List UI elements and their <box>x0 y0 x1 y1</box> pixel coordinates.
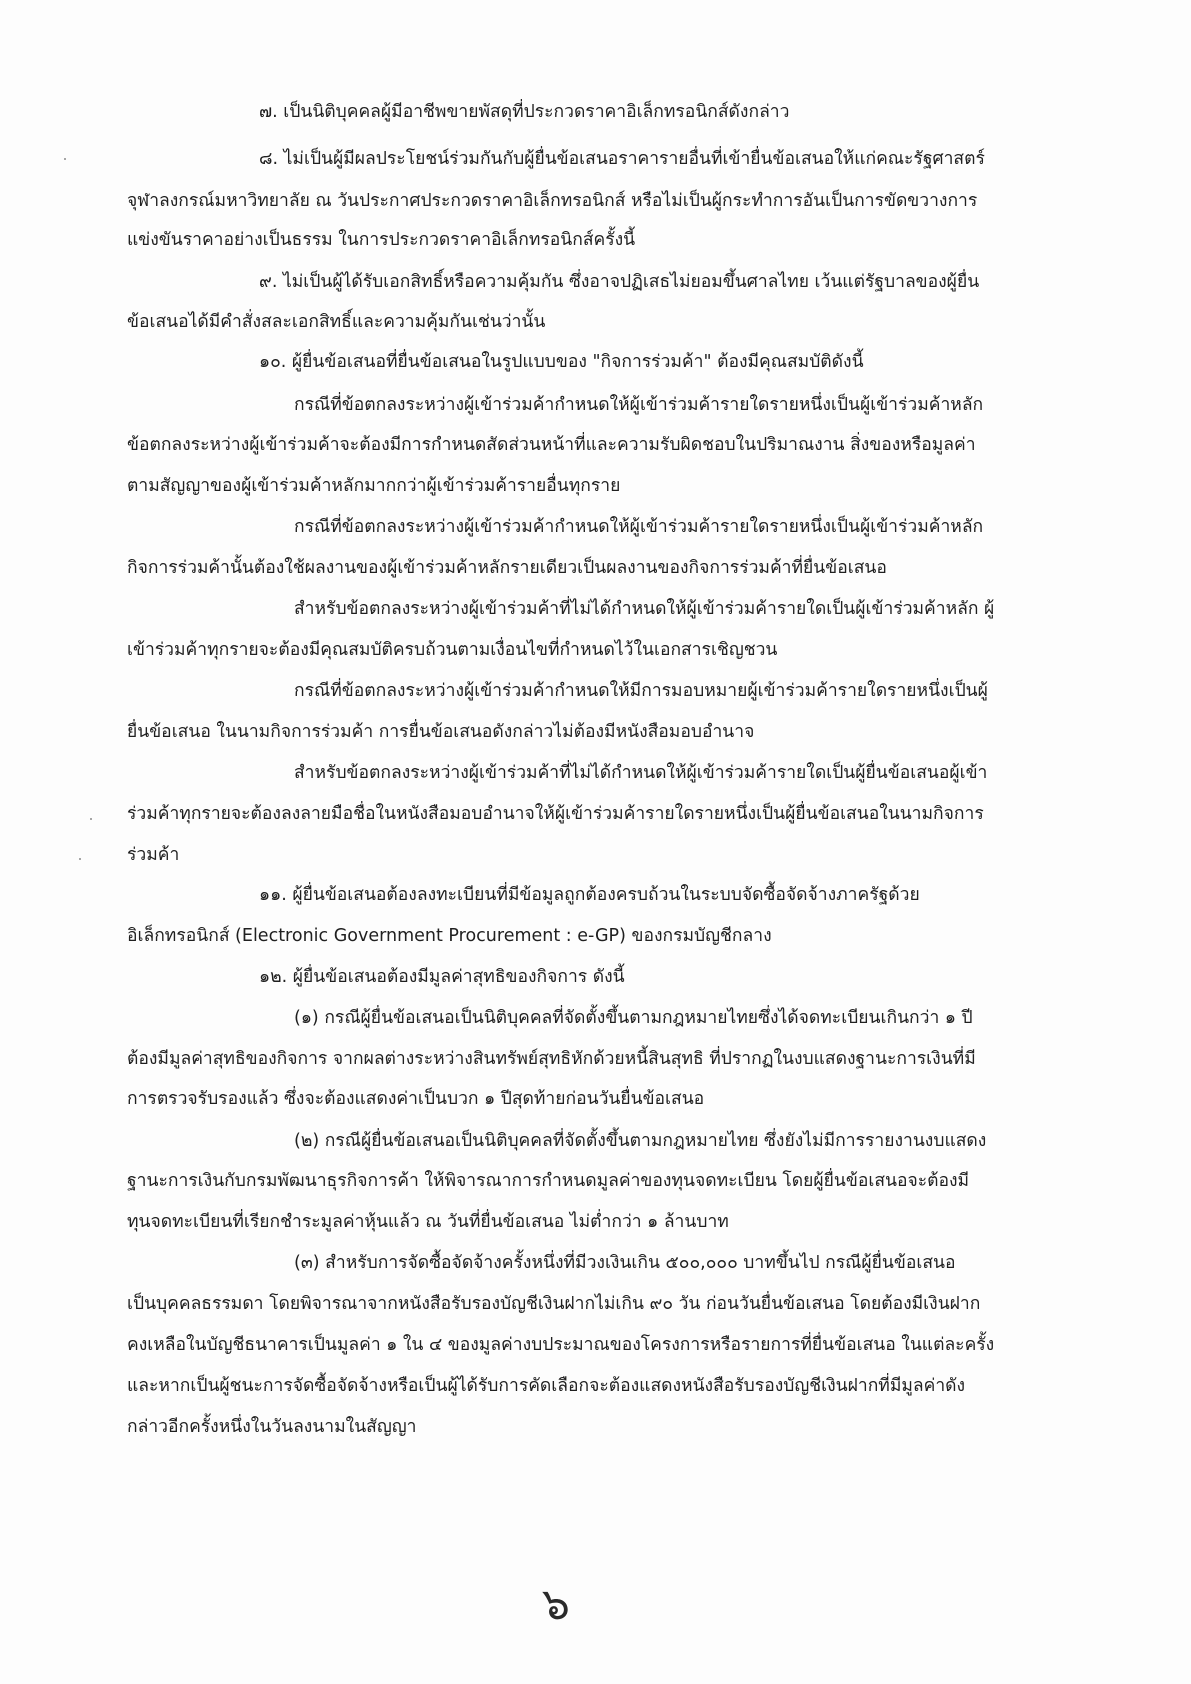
paragraph-line: ๗. เป็นนิติบุคคลผู้มีอาชีพขายพัสดุที่ประกวดราคาอิเล็กทรอนิกส์ดังกล่าว <box>259 102 790 122</box>
paragraph-line: ๑๑. ผู้ยื่นข้อเสนอต้องลงทะเบียนที่มีข้อมูลถูกต้องครบถ้วนในระบบจัดซื้อจัดจ้างภาครัฐด้วย <box>259 885 920 905</box>
paragraph-line: (๓) สำหรับการจัดซื้อจัดจ้างครั้งหนึ่งที่มีวงเงินเกิน ๕๐๐,๐๐๐ บาทขึ้นไป กรณีผู้ยื่นข้อเสนอ <box>294 1253 956 1273</box>
paragraph-line: ๙. ไม่เป็นผู้ได้รับเอกสิทธิ์หรือความคุ้มกัน ซึ่งอาจปฏิเสธไม่ยอมขึ้นศาลไทย เว้นแต่รัฐบาลของผู้ยื่น <box>259 272 980 292</box>
paragraph-line: ร่วมค้าทุกรายจะต้องลงลายมือชื่อในหนังสือมอบอำนาจให้ผู้เข้าร่วมค้ารายใดรายหนึ่งเป็นผู้ยื่นข้อเสนอในนามกิจการ <box>127 804 984 824</box>
paragraph-line: กิจการร่วมค้านั้นต้องใช้ผลงานของผู้เข้าร่วมค้าหลักรายเดียวเป็นผลงานของกิจการร่วมค้าที่ยื่นข้อเสนอ <box>127 558 887 578</box>
paragraph-line: ทุนจดทะเบียนที่เรียกชำระมูลค่าหุ้นแล้ว ณ วันที่ยื่นข้อเสนอ ไม่ต่ำกว่า ๑ ล้านบาท <box>127 1212 729 1232</box>
paragraph-line: คงเหลือในบัญชีธนาคารเป็นมูลค่า ๑ ใน ๔ ของมูลค่างบประมาณของโครงการหรือรายการที่ยื่นข้อเสนอ ในแต่ละครั้ง <box>127 1335 995 1355</box>
paragraph-line: เป็นบุคคลธรรมดา โดยพิจารณาจากหนังสือรับรองบัญชีเงินฝากไม่เกิน ๙๐ วัน ก่อนวันยื่นข้อเสนอ โดยต้องมีเงินฝาก <box>127 1294 981 1314</box>
paragraph-line: สำหรับข้อตกลงระหว่างผู้เข้าร่วมค้าที่ไม่ได้กำหนดให้ผู้เข้าร่วมค้ารายใดเป็นผู้เข้าร่วมค้าหลัก ผู้ <box>294 599 995 619</box>
paragraph-line: กล่าวอีกครั้งหนึ่งในวันลงนามในสัญญา <box>127 1417 417 1437</box>
paragraph-line: ข้อตกลงระหว่างผู้เข้าร่วมค้าจะต้องมีการกำหนดสัดส่วนหน้าที่และความรับผิดชอบในปริมาณงาน สิ่งของหรือมูลค่า <box>127 435 976 455</box>
paragraph-line: แข่งขันราคาอย่างเป็นธรรม ในการประกวดราคาอิเล็กทรอนิกส์ครั้งนี้ <box>127 230 636 250</box>
paragraph-line: กรณีที่ข้อตกลงระหว่างผู้เข้าร่วมค้ากำหนดให้ผู้เข้าร่วมค้ารายใดรายหนึ่งเป็นผู้เข้าร่วมค้าหลัก <box>294 395 984 415</box>
paragraph-line: กรณีที่ข้อตกลงระหว่างผู้เข้าร่วมค้ากำหนดให้มีการมอบหมายผู้เข้าร่วมค้ารายใดรายหนึ่งเป็นผู้ <box>294 681 988 701</box>
paragraph-line: (๒) กรณีผู้ยื่นข้อเสนอเป็นนิติบุคคลที่จัดตั้งขึ้นตามกฎหมายไทย ซึ่งยังไม่มีการรายงานงบแสดง <box>294 1131 987 1151</box>
paragraph-line: เข้าร่วมค้าทุกรายจะต้องมีคุณสมบัติครบถ้วนตามเงื่อนไขที่กำหนดไว้ในเอกสารเชิญชวน <box>127 640 778 660</box>
paragraph-line: อิเล็กทรอนิกส์ (Electronic Government Procurement : e-GP) ของกรมบัญชีกลาง <box>127 926 772 946</box>
paragraph-line: การตรวจรับรองแล้ว ซึ่งจะต้องแสดงค่าเป็นบวก ๑ ปีสุดท้ายก่อนวันยื่นข้อเสนอ <box>127 1089 705 1109</box>
paragraph-line: ๑๒. ผู้ยื่นข้อเสนอต้องมีมูลค่าสุทธิของกิจการ ดังนี้ <box>259 967 625 987</box>
paragraph-line: (๑) กรณีผู้ยื่นข้อเสนอเป็นนิติบุคคลที่จัดตั้งขึ้นตามกฎหมายไทยซึ่งได้จดทะเบียนเกินกว่า ๑ ปี <box>294 1008 973 1028</box>
scan-speck <box>64 158 66 160</box>
page-number: ๖ <box>542 1579 570 1630</box>
paragraph-line: สำหรับข้อตกลงระหว่างผู้เข้าร่วมค้าที่ไม่ได้กำหนดให้ผู้เข้าร่วมค้ารายใดเป็นผู้ยื่นข้อเสนอผู้เข้า <box>294 763 988 783</box>
paragraph-line: ๘. ไม่เป็นผู้มีผลประโยชน์ร่วมกันกับผู้ยื่นข้อเสนอราคารายอื่นที่เข้ายื่นข้อเสนอให้แก่คณะรัฐศาสตร์ <box>259 149 985 169</box>
paragraph-line: ข้อเสนอได้มีคำสั่งสละเอกสิทธิ์และความคุ้มกันเช่นว่านั้น <box>127 312 546 332</box>
paragraph-line: ๑๐. ผู้ยื่นข้อเสนอที่ยื่นข้อเสนอในรูปแบบของ "กิจการร่วมค้า" ต้องมีคุณสมบัติดังนี้ <box>259 352 864 372</box>
paragraph-line: จุฬาลงกรณ์มหาวิทยาลัย ณ วันประกาศประกวดราคาอิเล็กทรอนิกส์ หรือไม่เป็นผู้กระทำการอันเป็นการขัดขวางการ <box>127 191 978 211</box>
paragraph-line: ยื่นข้อเสนอ ในนามกิจการร่วมค้า การยื่นข้อเสนอดังกล่าวไม่ต้องมีหนังสือมอบอำนาจ <box>127 722 755 742</box>
scan-speck <box>79 858 81 860</box>
scan-speck <box>90 818 92 820</box>
paragraph-line: ตามสัญญาของผู้เข้าร่วมค้าหลักมากกว่าผู้เข้าร่วมค้ารายอื่นทุกราย <box>127 476 621 496</box>
paragraph-line: ฐานะการเงินกับกรมพัฒนาธุรกิจการค้า ให้พิจารณาการกำหนดมูลค่าของทุนจดทะเบียน โดยผู้ยื่นข้อเสนอจะต้องมี <box>127 1171 970 1191</box>
paragraph-line: ร่วมค้า <box>127 845 180 865</box>
paragraph-line: และหากเป็นผู้ชนะการจัดซื้อจัดจ้างหรือเป็นผู้ได้รับการคัดเลือกจะต้องแสดงหนังสือรับรองบัญชีเงินฝากที่มีมูลค่าดัง <box>127 1376 966 1396</box>
paragraph-line: กรณีที่ข้อตกลงระหว่างผู้เข้าร่วมค้ากำหนดให้ผู้เข้าร่วมค้ารายใดรายหนึ่งเป็นผู้เข้าร่วมค้าหลัก <box>294 517 984 537</box>
paragraph-line: ต้องมีมูลค่าสุทธิของกิจการ จากผลต่างระหว่างสินทรัพย์สุทธิหักด้วยหนี้สินสุทธิ ที่ปรากฏในงบแสดงฐานะการเงินที่มี <box>127 1049 976 1069</box>
